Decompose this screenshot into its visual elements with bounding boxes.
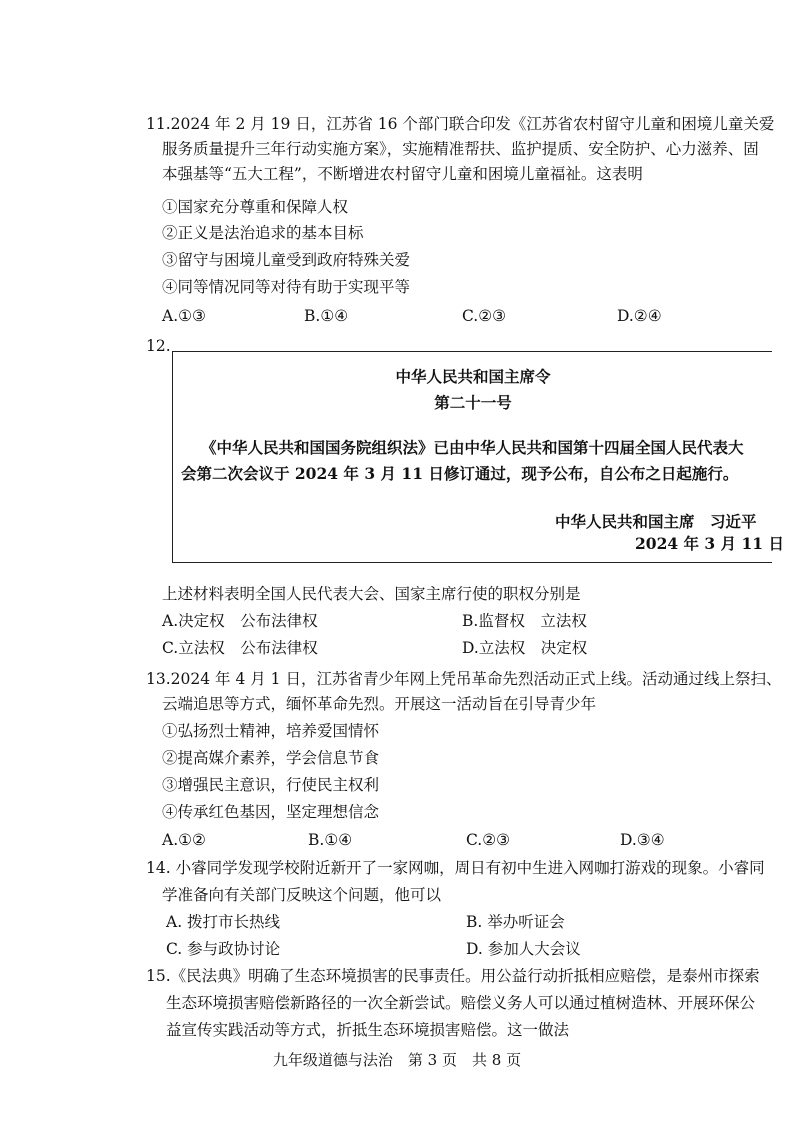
q14-option-a: A. 拨打市长热线 — [166, 913, 281, 931]
decree-box — [172, 351, 784, 563]
decree-date: 2024 年 3 月 11 日 — [635, 534, 784, 553]
q13-option-d: D.③④ — [620, 831, 665, 849]
q13-item-1: ①弘扬烈士精神，培养爱国情怀 — [162, 722, 380, 740]
q11-option-d: D.②④ — [617, 307, 662, 325]
q14-option-b: B. 举办听证会 — [466, 913, 565, 931]
q11-item-4: ④同等情况同等对待有助于实现平等 — [162, 278, 411, 296]
q13-line2: 云端追思等方式，缅怀革命先烈。开展这一活动旨在引导青少年 — [162, 695, 597, 713]
q13-option-c: C.②③ — [466, 831, 511, 849]
q14-option-d: D. 参加人大会议 — [466, 940, 581, 958]
page-footer: 九年级道德与法治 第 3 页 共 8 页 — [272, 1051, 522, 1069]
q12-option-a: A.决定权 公布法律权 — [162, 612, 318, 630]
q11-item-2: ②正义是法治追求的基本目标 — [162, 224, 364, 242]
q11-line1: 11.2024 年 2 月 19 日，江苏省 16 个部门联合印发《江苏省农村留守儿童和困境儿童关爱 — [146, 115, 775, 133]
q14-option-c: C. 参与政协讨论 — [166, 940, 281, 958]
q12-number: 12. — [146, 337, 171, 355]
decree-signature: 中华人民共和国主席 习近平 — [555, 512, 757, 531]
q12-option-c: C.立法权 公布法律权 — [162, 639, 318, 657]
q13-item-2: ②提高媒介素养，学会信息节食 — [162, 749, 380, 767]
q15-line3: 益宣传实践活动等方式，折抵生态环境损害赔偿。这一做法 — [166, 1021, 570, 1039]
q13-option-a: A.①② — [162, 831, 206, 849]
decree-body-line1: 《中华人民共和国国务院组织法》已由中华人民共和国第十四届全国人民代表大 — [201, 438, 744, 457]
decree-number: 第二十一号 — [434, 393, 512, 412]
q11-option-c: C.②③ — [462, 307, 507, 325]
q12-stem: 上述材料表明全国人民代表大会、国家主席行使的职权分别是 — [162, 585, 581, 603]
decree-title: 中华人民共和国主席令 — [395, 367, 551, 386]
q13-item-3: ③增强民主意识，行使民主权利 — [162, 776, 380, 794]
q13-item-4: ④传承红色基因，坚定理想信念 — [162, 803, 380, 821]
q11-line2: 服务质量提升三年行动实施方案》，实施精准帮扶、监护提质、安全防护、心力滋养、固 — [162, 140, 759, 158]
q11-option-a: A.①③ — [162, 307, 206, 325]
q14-line2: 学准备向有关部门反映这个问题，他可以 — [162, 886, 442, 904]
q14-line1: 14. 小睿同学发现学校附近新开了一家网咖，周日有初中生进入网咖打游戏的现象。小睿同 — [146, 859, 765, 877]
q15-line2: 生态环境损害赔偿新路径的一次全新尝试。赔偿义务人可以通过植树造林、开展环保公 — [166, 994, 756, 1012]
q11-line3: 本强基等“五大工程”，不断增进农村留守儿童和困境儿童福祉。这表明 — [162, 165, 643, 183]
q11-item-1: ①国家充分尊重和保障人权 — [162, 198, 349, 216]
q13-option-b: B.①④ — [308, 831, 353, 849]
q15-line1: 15.《民法典》明确了生态环境损害的民事责任。用公益行动折抵相应赔偿，是泰州市探索 — [146, 967, 760, 985]
q12-option-d: D.立法权 决定权 — [462, 639, 588, 657]
q12-option-b: B.监督权 立法权 — [462, 612, 587, 630]
q11-item-3: ③留守与困境儿童受到政府特殊关爱 — [162, 251, 411, 269]
q13-line1: 13.2024 年 4 月 1 日，江苏省青少年网上凭吊革命先烈活动正式上线。活动通过线上祭扫、 — [146, 670, 782, 688]
q11-option-b: B.①④ — [304, 307, 349, 325]
decree-body-line2: 会第二次会议于 2024 年 3 月 11 日修订通过，现予公布，自公布之日起施行。 — [181, 464, 739, 483]
